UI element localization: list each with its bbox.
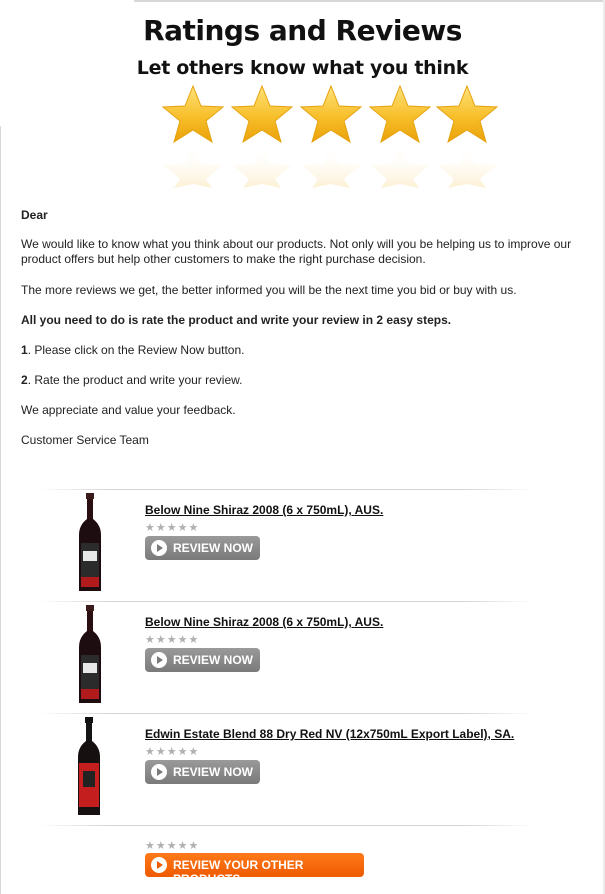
review-now-button[interactable]	[145, 648, 260, 672]
divider	[38, 601, 536, 602]
product-link[interactable]: Below Nine Shiraz 2008 (6 x 750mL), AUS.	[145, 615, 384, 629]
banner-stars	[160, 84, 500, 189]
play-icon	[151, 540, 167, 556]
rating-stars[interactable]: ★★★★★	[145, 746, 200, 758]
rating-stars[interactable]: ★★★★★	[145, 634, 200, 646]
banner-title: Ratings and Reviews	[143, 14, 462, 47]
wine-bottle-icon	[72, 717, 106, 817]
step-2-number: 2	[21, 373, 28, 387]
step-1-text: . Please click on the Review Now button.	[27, 343, 245, 357]
wine-bottle-icon	[76, 493, 104, 593]
review-now-label: REVIEW NOW	[173, 653, 253, 667]
appreciation-text: We appreciate and value your feedback.	[21, 403, 236, 417]
frame-border-left	[0, 126, 1, 894]
divider	[38, 489, 536, 490]
product-link[interactable]: Edwin Estate Blend 88 Dry Red NV (12x750mL Export Label), SA.	[145, 727, 515, 741]
step-1-number: 1	[21, 343, 28, 357]
review-now-label: REVIEW NOW	[173, 541, 253, 555]
divider	[38, 825, 536, 826]
play-icon	[151, 764, 167, 780]
review-other-products-button[interactable]	[145, 853, 364, 886]
star-icon	[232, 86, 292, 188]
star-icon	[437, 86, 497, 188]
product-link[interactable]: Below Nine Shiraz 2008 (6 x 750mL), AUS.	[145, 503, 384, 517]
banner-subtitle: Let others know what you think	[136, 57, 469, 79]
reviews-paragraph: The more reviews we get, the better informed you will be the next time you bid or buy with us.	[21, 283, 517, 297]
banner	[0, 0, 605, 195]
wine-bottle-icon	[76, 605, 104, 705]
review-now-label: REVIEW NOW	[173, 765, 253, 779]
product-row	[38, 605, 538, 717]
product-row	[38, 493, 538, 605]
rating-stars[interactable]: ★★★★★	[145, 522, 200, 534]
greeting: Dear	[21, 208, 48, 222]
play-icon	[151, 857, 167, 873]
step-1	[21, 343, 581, 358]
rating-stars[interactable]: ★★★★★	[145, 840, 200, 852]
star-icon	[370, 86, 430, 188]
step-2	[21, 373, 581, 388]
star-icon	[163, 86, 223, 188]
star-icon	[301, 86, 361, 188]
product-row	[38, 717, 538, 829]
review-other-products-label: REVIEW YOUR OTHER PRODUCTS	[173, 858, 304, 886]
review-now-button[interactable]	[145, 536, 260, 560]
intro-paragraph: We would like to know what you think about our products. Not only will you be helping us to improve our product offers but help other customers to make the right purchase decision.	[21, 237, 572, 266]
divider	[38, 713, 536, 714]
step-2-text: . Rate the product and write your review.	[27, 373, 243, 387]
review-now-button[interactable]	[145, 760, 260, 784]
instruction-text: All you need to do is rate the product and write your review in 2 easy steps.	[21, 313, 452, 327]
play-icon	[151, 652, 167, 668]
signature: Customer Service Team	[21, 433, 149, 447]
